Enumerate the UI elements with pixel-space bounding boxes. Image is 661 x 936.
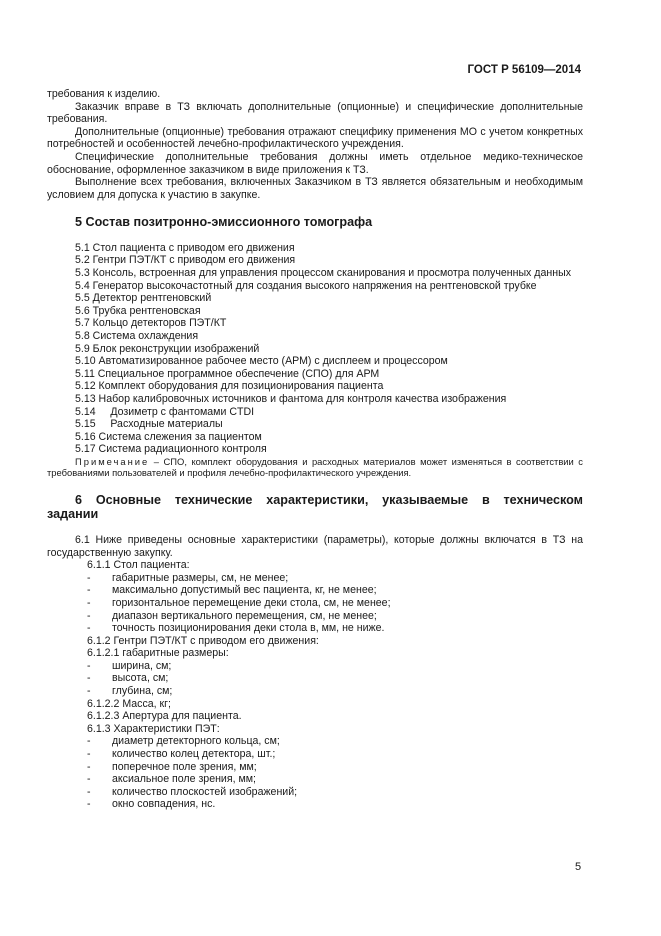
- dash-marker: -: [87, 685, 91, 698]
- spec-item: [87, 761, 583, 774]
- spec-heading: 6.1.2.3 Апертура для пациента.: [87, 710, 242, 723]
- spec-item: [87, 798, 583, 811]
- intro-paragraph: Дополнительные (опционные) требования отражают специфику применения МО с учетом конкретных потребностей и особенностей лечебно-профилактического учреждения.: [47, 125, 583, 151]
- section-5-item: 5.7 Кольцо детекторов ПЭТ/КТ: [75, 317, 227, 330]
- dash-marker: -: [87, 571, 91, 584]
- section-5-item: 5.13 Набор калибровочных источников и фантома для контроля качества изображения: [75, 392, 507, 405]
- spec-item-text: количество плоскостей изображений;: [112, 785, 298, 798]
- spec-item-text: глубина, см;: [112, 685, 173, 698]
- section-6-intro: 6.1 Ниже приведены основные характеристики (параметры), которые должны включатся в ТЗ на государственную закупку.: [47, 533, 583, 559]
- document-body: [47, 88, 583, 811]
- spec-item-text: количество колец детектора, шт.;: [112, 748, 276, 761]
- section-5-item: 5.17 Система радиационного контроля: [75, 443, 267, 456]
- section-5-item: 5.6 Трубка рентгеновская: [75, 304, 201, 317]
- dash-marker: -: [87, 785, 91, 798]
- section-5-item: 5.5 Детектор рентгеновский: [75, 292, 212, 305]
- spec-item: [87, 735, 583, 748]
- spec-item: [87, 572, 583, 585]
- section-5-item: 5.16 Система слежения за пациентом: [75, 430, 262, 443]
- spec-heading: 6.1.2.1 габаритные размеры:: [87, 647, 229, 660]
- section-6-list: [47, 559, 583, 811]
- spec-item: [87, 597, 583, 610]
- dash-marker: -: [87, 773, 91, 786]
- spec-item: [87, 685, 583, 698]
- spec-item-text: габаритные размеры, см, не менее;: [112, 571, 289, 584]
- spec-item: [87, 610, 583, 623]
- spec-item: [87, 773, 583, 786]
- spec-item-text: горизонтальное перемещение деки стола, см, не менее;: [112, 596, 391, 609]
- dash-marker: -: [87, 672, 91, 685]
- section-5-item: 5.1 Стол пациента с приводом его движения: [75, 241, 295, 254]
- section-5-item: 5.12 Комплект оборудования для позиционирования пациента: [75, 380, 384, 393]
- spec-item-text: максимально допустимый вес пациента, кг, не менее;: [112, 584, 377, 597]
- dash-marker: -: [87, 622, 91, 635]
- spec-item: [87, 672, 583, 685]
- spec-heading: 6.1.3 Характеристики ПЭТ:: [87, 722, 220, 735]
- dash-marker: -: [87, 748, 91, 761]
- intro-paragraph: Выполнение всех требования, включенных Заказчиком в ТЗ является обязательным и необходимым условием для допуска к участию в закупке.: [47, 176, 583, 201]
- standard-header: ГОСТ Р 56109—2014: [467, 64, 581, 76]
- section-5-note: [47, 456, 583, 479]
- spec-item-text: поперечное поле зрения, мм;: [112, 760, 257, 773]
- dash-marker: -: [87, 596, 91, 609]
- note-label: Примечание: [75, 455, 150, 467]
- spec-heading: 6.1.2.2 Масса, кг;: [87, 697, 171, 710]
- section-5-item: 5.8 Система охлаждения: [75, 330, 199, 342]
- section-5-heading: 5 Состав позитронно-эмиссионного томографа: [75, 215, 373, 230]
- section-5-item: 5.11 Специальное программное обеспечение (СПО) для АРМ: [75, 367, 380, 380]
- section-5-item: 5.14 Дозиметр с фантомами CTDI: [75, 405, 255, 418]
- dash-marker: -: [87, 584, 91, 597]
- spec-item-text: аксиальное поле зрения, мм;: [112, 773, 256, 786]
- section-5-item: 5.2 Гентри ПЭТ/КТ с приводом его движения: [75, 254, 296, 267]
- spec-item-text: ширина, см;: [112, 659, 172, 672]
- spec-item-text: высота, см;: [112, 672, 169, 685]
- section-5-item: 5.10 Автоматизированное рабочее место (АРМ) с дисплеем и процессором: [75, 355, 448, 368]
- intro-paragraph: требования к изделию.: [47, 88, 161, 100]
- section-5-item: 5.3 Консоль, встроенная для управления процессом сканирования и просмотра полученных данных: [75, 267, 571, 280]
- spec-item: [87, 660, 583, 673]
- spec-item: [87, 622, 583, 635]
- spec-item: [87, 584, 583, 597]
- note-text: – СПО, комплект оборудования и расходных материалов может изменяться в соответствии с требованиями пользователей и профиля лечебно-профилактического учреждения.: [47, 455, 583, 479]
- spec-item: [87, 748, 583, 761]
- dash-marker: -: [87, 609, 91, 622]
- section-6-heading: 6 Основные технические характеристики, указываемые в техническом задании: [47, 492, 583, 522]
- spec-heading: 6.1.1 Стол пациента:: [87, 559, 190, 572]
- intro-paragraph: Специфические дополнительные требования должны иметь отдельное медико-техническое обоснование, оформленное заказчиком в виде приложения к ТЗ.: [47, 150, 583, 176]
- spec-item: [87, 786, 583, 799]
- section-5-item: 5.9 Блок реконструкции изображений: [75, 342, 260, 355]
- dash-marker: -: [87, 760, 91, 773]
- spec-item-text: окно совпадения, нс.: [112, 798, 216, 811]
- page-number: 5: [575, 861, 582, 873]
- intro-paragraph: Заказчик вправе в ТЗ включать дополнительные (опционные) и специфические дополнительные требования.: [47, 100, 583, 126]
- spec-item-text: диапазон вертикального перемещения, см, не менее;: [112, 609, 377, 622]
- spec-heading: 6.1.2 Гентри ПЭТ/КТ с приводом его движения:: [87, 634, 319, 647]
- dash-marker: -: [87, 735, 91, 748]
- dash-marker: -: [87, 659, 91, 672]
- spec-item-text: диаметр детекторного кольца, см;: [112, 735, 280, 748]
- section-5-item: 5.4 Генератор высокочастотный для создания высокого напряжения на рентгеновской трубке: [75, 279, 537, 292]
- section-5-list: [47, 242, 583, 456]
- section-5-item: 5.15 Расходные материалы: [75, 418, 223, 431]
- dash-marker: -: [87, 798, 91, 811]
- spec-item-text: точность позиционирования деки стола в, мм, не ниже.: [112, 622, 385, 635]
